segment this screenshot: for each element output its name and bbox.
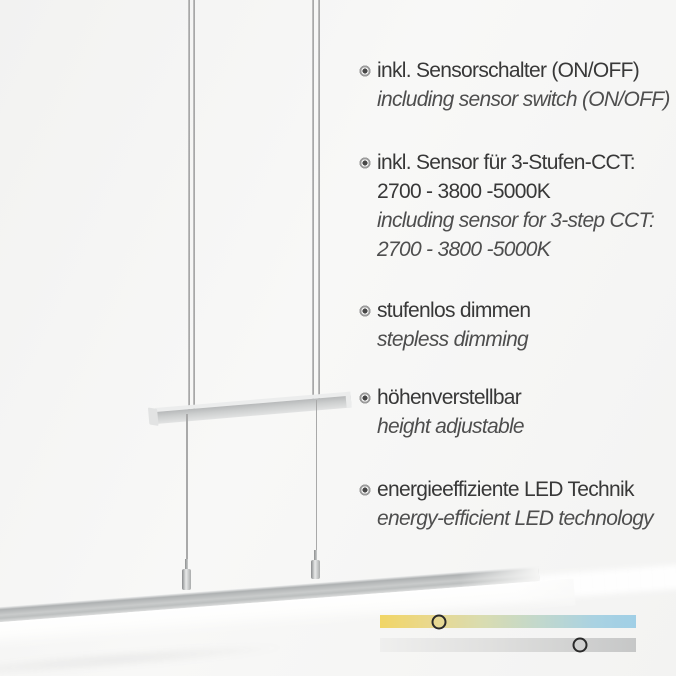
- bullet-icon: [359, 484, 371, 496]
- suspension-cable-right-b: [318, 0, 320, 400]
- lower-cable-right: [316, 400, 318, 555]
- feature-item-dimming: [359, 296, 530, 354]
- bullet-icon: [359, 157, 371, 169]
- suspension-cable-left-a: [188, 0, 190, 414]
- feature-text-de: 2700 - 3800 -5000K: [377, 180, 551, 203]
- feature-text-en: height adjustable: [377, 415, 524, 438]
- height-adjuster-bar: [155, 392, 352, 424]
- feature-text-de: energieeffiziente LED Technik: [377, 478, 634, 501]
- lower-cable-left: [186, 414, 188, 564]
- bullet-icon: [359, 392, 371, 404]
- feature-item-sensor-switch: [359, 56, 670, 114]
- feature-text-en: 2700 - 3800 -5000K: [377, 238, 551, 261]
- feature-item-led-efficiency: [359, 475, 653, 533]
- feature-text-de: höhenverstellbar: [377, 386, 522, 409]
- dimmer-knob-icon: [572, 638, 587, 653]
- feature-text-de: inkl. Sensorschalter (ON/OFF): [377, 59, 640, 82]
- suspension-cable-left-b: [193, 0, 195, 414]
- cct-knob-icon: [431, 614, 446, 629]
- cable-gripper-body-right: [311, 560, 320, 579]
- feature-text-de: stufenlos dimmen: [377, 299, 531, 322]
- dimmer-gradient-bar: [380, 638, 636, 652]
- feature-text-de: inkl. Sensor für 3-Stufen-CCT:: [377, 151, 635, 174]
- indicator-bars: [380, 615, 636, 652]
- cable-gripper-body-left: [182, 569, 191, 590]
- feature-item-cct-sensor: [359, 148, 654, 264]
- feature-text-en: energy-efficient LED technology: [377, 507, 653, 530]
- suspension-cable-right-a: [312, 0, 314, 400]
- cct-gradient-bar: [380, 615, 636, 628]
- feature-item-height-adjust: [359, 383, 524, 441]
- bullet-icon: [359, 305, 371, 317]
- feature-text-en: stepless dimming: [377, 328, 529, 351]
- feature-text-en: including sensor switch (ON/OFF): [377, 88, 670, 111]
- feature-text-en: including sensor for 3-step CCT:: [377, 209, 655, 232]
- bullet-icon: [359, 65, 371, 77]
